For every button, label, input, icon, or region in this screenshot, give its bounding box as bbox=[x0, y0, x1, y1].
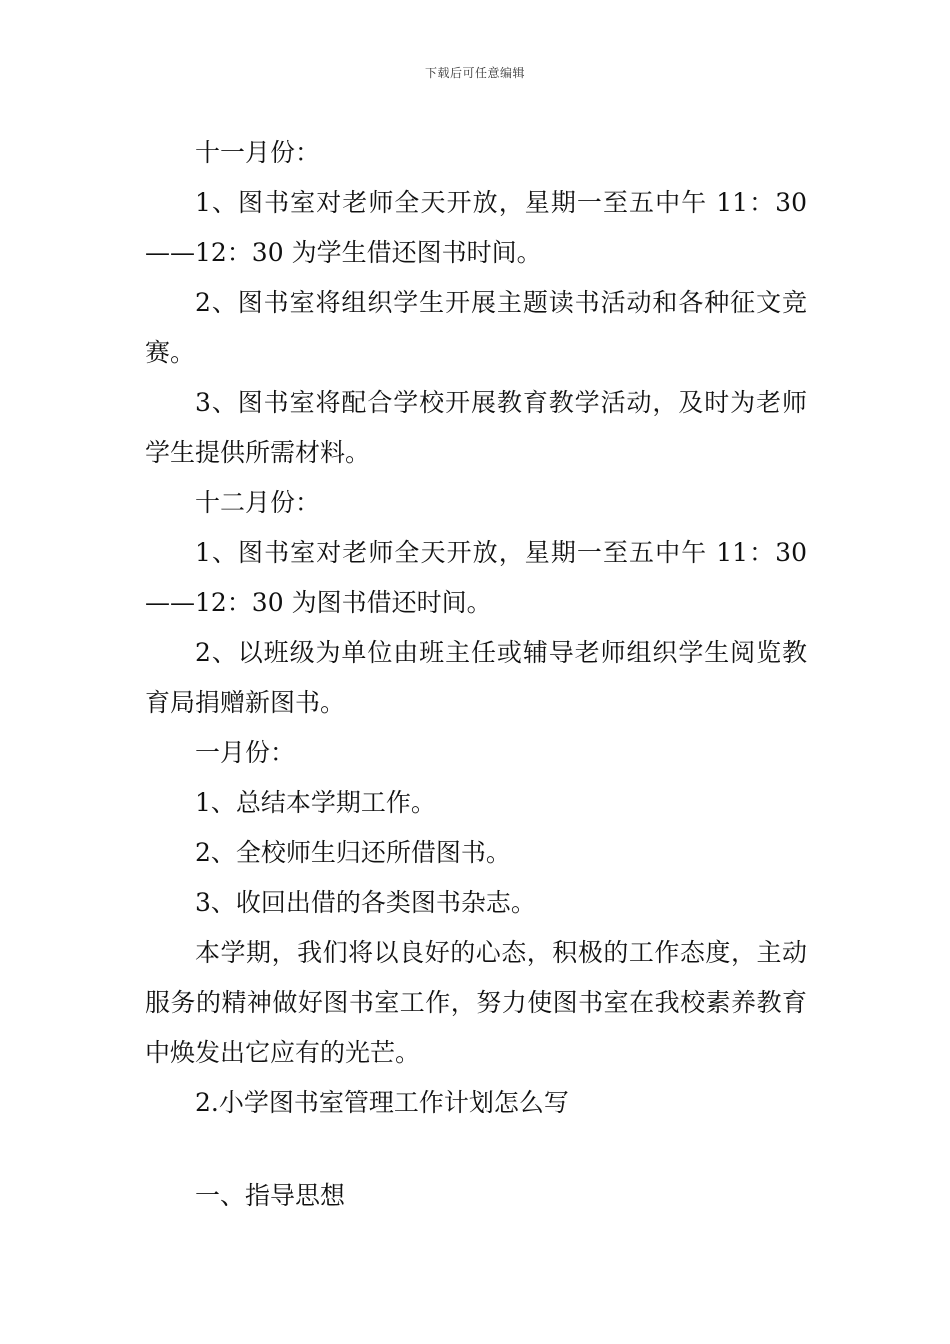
heading-december: 十二月份： bbox=[195, 488, 321, 517]
paragraph-dec-item-1: 1、图书室对老师全天开放，星期一至五中午 11：30——12：30 为图书借还时间。 bbox=[145, 538, 807, 617]
heading-january: 一月份： bbox=[195, 738, 296, 767]
paragraph-jan-item-2: 2、全校师生归还所借图书。 bbox=[195, 838, 511, 867]
paragraph-nov-item-1: 1、图书室对老师全天开放，星期一至五中午 11：30——12：30 为学生借还图书时间。 bbox=[145, 188, 807, 267]
paragraph-nov-item-3: 3、图书室将配合学校开展教育教学活动，及时为老师学生提供所需材料。 bbox=[145, 388, 807, 467]
paragraph-jan-item-1: 1、总结本学期工作。 bbox=[195, 788, 436, 817]
paragraph-conclusion: 本学期，我们将以良好的心态，积极的工作态度，主动服务的精神做好图书室工作，努力使图书室在我校素养教育中焕发出它应有的光芒。 bbox=[145, 938, 807, 1067]
section-gap bbox=[145, 1128, 807, 1171]
page-header: 下载后可任意编辑 bbox=[424, 66, 525, 80]
heading-november: 十一月份： bbox=[195, 138, 321, 167]
document-body bbox=[145, 128, 807, 1221]
section-title: 2.小学图书室管理工作计划怎么写 bbox=[195, 1088, 569, 1117]
heading-guiding-ideology: 一、指导思想 bbox=[195, 1181, 346, 1210]
paragraph-nov-item-2: 2、图书室将组织学生开展主题读书活动和各种征文竞赛。 bbox=[145, 288, 807, 367]
paragraph-dec-item-2: 2、以班级为单位由班主任或辅导老师组织学生阅览教育局捐赠新图书。 bbox=[145, 638, 807, 717]
paragraph-jan-item-3: 3、收回出借的各类图书杂志。 bbox=[195, 888, 536, 917]
